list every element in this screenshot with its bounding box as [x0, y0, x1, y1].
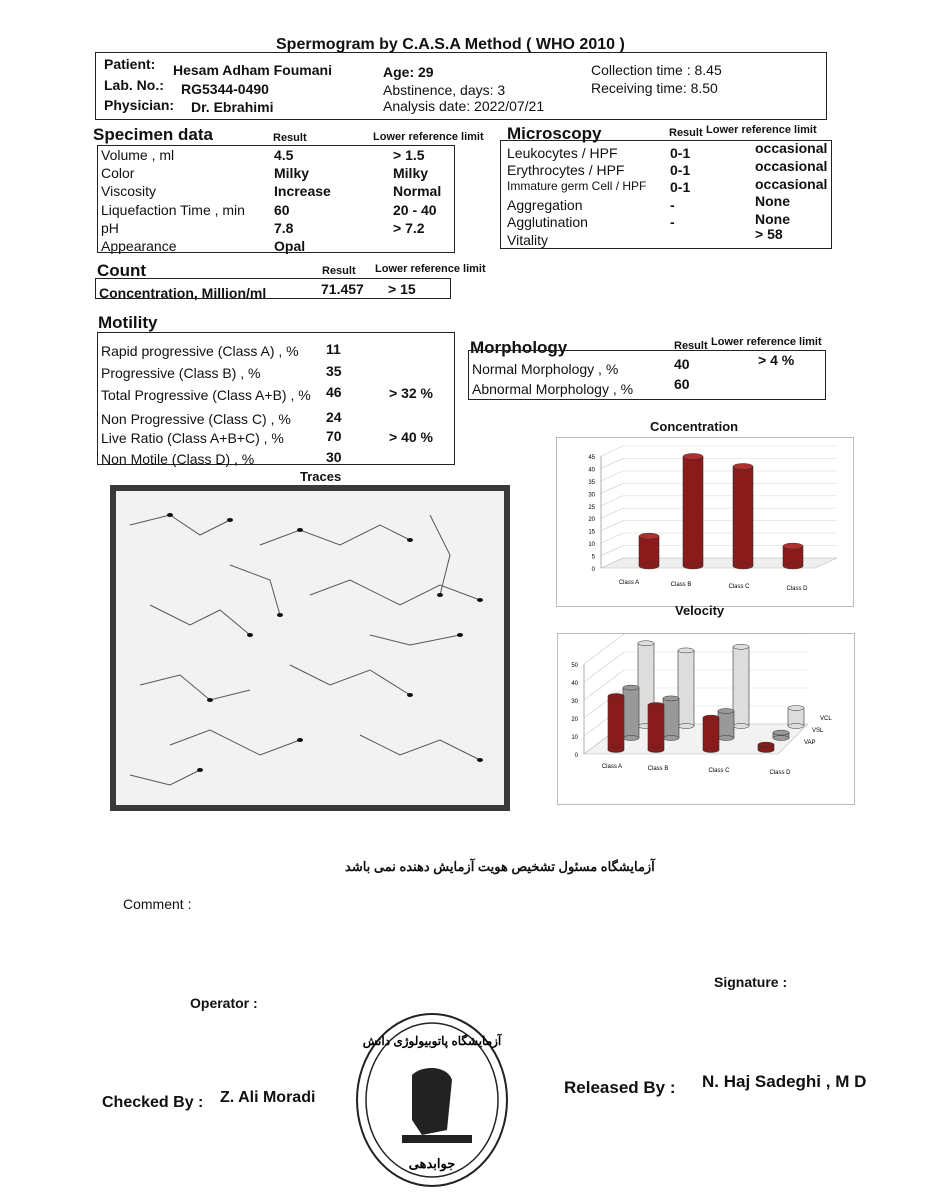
x-tick-label: Class A — [618, 580, 640, 586]
grid-line — [601, 521, 623, 531]
y-tick-label: 20 — [571, 717, 578, 723]
motility-row-label: Total Progressive (Class A+B) , % — [101, 387, 311, 403]
microscopy-row-label: Aggregation — [507, 197, 583, 213]
persian-disclaimer: آزمایشگاه مسئول تشخیص هویت آزمایش دهنده نمی باشد — [345, 859, 655, 874]
specimen-row-result: 4.5 — [274, 147, 294, 163]
bar-base — [678, 724, 694, 729]
microscopy-row-label: Erythrocytes / HPF — [507, 162, 625, 178]
bar-base — [648, 748, 664, 753]
y-tick-label: 35 — [588, 479, 595, 486]
bar-top — [623, 685, 639, 690]
specimen-ref-header: Lower reference limit — [373, 131, 484, 143]
grid-line — [601, 471, 623, 481]
grid-line — [601, 446, 623, 456]
microscopy-row-label: Vitality — [507, 232, 548, 248]
specimen-row-result: Increase — [274, 183, 331, 200]
bar-top — [783, 543, 803, 549]
bar-top — [683, 453, 703, 459]
bar-top — [773, 730, 789, 735]
microscopy-row-result: 0-1 — [670, 145, 691, 161]
morphology-row-label: Abnormal Morphology , % — [472, 381, 634, 397]
concentration-ref: > 15 — [388, 281, 416, 297]
motility-row-label: Rapid progressive (Class A) , % — [101, 343, 299, 359]
bar — [678, 650, 694, 726]
x-tick-label: Class C — [728, 584, 750, 590]
bar-base — [733, 724, 749, 729]
morphology-result-header: Result — [674, 340, 708, 352]
released-by-name: N. Haj Sadeghi , M D — [702, 1072, 867, 1091]
y-tick-label: 10 — [588, 542, 595, 549]
morphology-row-result: 40 — [674, 356, 690, 372]
y-tick-label: 50 — [571, 663, 578, 669]
x-tick-label: Class D — [786, 586, 808, 592]
bar — [703, 718, 719, 750]
y-tick-label: 0 — [591, 567, 595, 573]
released-by-label: Released By : — [564, 1078, 676, 1097]
bar-base — [758, 748, 774, 753]
bar-top — [788, 706, 804, 711]
physician-label: Physician: — [104, 97, 175, 113]
specimen-row-ref: Normal — [393, 183, 442, 200]
x-tick-label: Class A — [601, 764, 623, 770]
x-tick-label: Class C — [708, 768, 730, 774]
bar-base — [623, 736, 639, 741]
bar-base — [733, 563, 753, 569]
bar — [639, 536, 659, 566]
specimen-row-result: Opal — [274, 238, 306, 254]
microscopy-row-ref: > 58 — [755, 226, 783, 242]
bar-base — [773, 736, 789, 741]
sperm-traces-image — [110, 485, 510, 811]
specimen-row-result: 60 — [274, 201, 290, 218]
microscopy-heading: Microscopy — [507, 124, 602, 143]
patient-name: Hesam Adham Foumani — [173, 62, 332, 78]
microscopy-row-label: Agglutination — [507, 214, 588, 230]
bar-base — [683, 563, 703, 569]
y-tick-label: 45 — [588, 455, 595, 461]
grid-line — [601, 533, 623, 543]
y-tick-label: 5 — [591, 554, 595, 561]
bar-base — [783, 563, 803, 569]
bar-top — [608, 694, 624, 699]
bar — [733, 466, 753, 566]
motility-row-result: 35 — [326, 363, 342, 379]
microscopy-row-ref: occasional — [755, 140, 828, 156]
microscopy-row-result: - — [670, 214, 675, 230]
motility-row-ref: > 32 % — [389, 385, 433, 401]
microscopy-row-label: Leukocytes / HPF — [507, 145, 618, 161]
x-tick-label: Class D — [769, 770, 791, 776]
signature-label: Signature : — [714, 974, 788, 990]
abstinence-days: Abstinence, days: 3 — [383, 82, 506, 98]
bar-top — [718, 709, 734, 714]
motility-row-result: 11 — [326, 341, 341, 357]
operator-label: Operator : — [190, 995, 258, 1011]
bar-top — [758, 742, 774, 747]
specimen-row-label: pH — [101, 219, 119, 236]
x-tick-label: Class B — [647, 766, 669, 772]
specimen-row-label: Volume , ml — [101, 147, 175, 163]
traces-title: Traces — [300, 469, 342, 484]
bar-top — [663, 696, 679, 701]
lab-no: RG5344-0490 — [181, 81, 269, 97]
receiving-time: Receiving time: 8.50 — [591, 80, 718, 96]
motility-row-label: Live Ratio (Class A+B+C) , % — [101, 430, 284, 446]
specimen-row-label: Viscosity — [101, 183, 156, 200]
motility-row-label: Progressive (Class B) , % — [101, 365, 261, 381]
legend-series-label: VCL — [820, 716, 832, 722]
legend-series-label: VSL — [812, 728, 824, 734]
analysis-date: Analysis date: 2022/07/21 — [383, 98, 545, 114]
bar — [663, 698, 679, 738]
grid-line — [584, 634, 624, 664]
morphology-row-label: Normal Morphology , % — [472, 361, 619, 377]
motility-row-label: Non Motile (Class D) , % — [101, 451, 255, 467]
velocity-chart — [558, 634, 854, 804]
specimen-result-header: Result — [273, 132, 307, 144]
count-result-header: Result — [322, 265, 356, 277]
grid-line — [601, 546, 623, 556]
patient-label: Patient: — [104, 56, 156, 72]
y-tick-label: 25 — [588, 504, 595, 511]
morphology-heading: Morphology — [470, 338, 568, 357]
grid-line — [601, 458, 623, 468]
bar-top — [678, 648, 694, 653]
y-tick-label: 30 — [588, 492, 595, 499]
microscopy-result-header: Result — [669, 127, 703, 139]
checked-by-name: Z. Ali Moradi — [220, 1089, 316, 1106]
specimen-row-result: Milky — [274, 165, 310, 182]
bar-base — [718, 736, 734, 741]
checked-by-label: Checked By : — [102, 1094, 204, 1111]
concentration-chart-title: Concentration — [650, 419, 739, 434]
microscopy-row-ref: None — [755, 211, 790, 227]
motility-heading: Motility — [98, 313, 158, 332]
morphology-row-ref: > 4 % — [758, 352, 795, 368]
velocity-chart-title: Velocity — [675, 603, 725, 618]
bar-top — [648, 703, 664, 708]
specimen-heading: Specimen data — [93, 125, 213, 144]
bar-base — [639, 563, 659, 569]
microscopy-ref-header: Lower reference limit — [706, 124, 817, 136]
grid-line — [601, 508, 623, 518]
bar-base — [663, 736, 679, 741]
bar — [733, 647, 749, 726]
bar-base — [788, 724, 804, 729]
y-tick-label: 15 — [588, 529, 595, 536]
bar — [683, 456, 703, 566]
concentration-chart — [557, 438, 853, 606]
specimen-row-label: Appearance — [101, 238, 177, 254]
concentration-result: 71.457 — [321, 281, 364, 297]
microscopy-row-label: Immature germ Cell / HPF — [507, 179, 647, 193]
y-tick-label: 10 — [571, 735, 578, 741]
specimen-row-ref: > 1.5 — [393, 147, 425, 163]
motility-row-result: 24 — [326, 409, 342, 425]
microscopy-row-result: - — [670, 197, 675, 213]
y-tick-label: 40 — [571, 681, 578, 687]
grid-line — [584, 652, 624, 682]
microscopy-row-ref: occasional — [755, 176, 828, 192]
bar-top — [703, 715, 719, 720]
grid-line — [601, 483, 623, 493]
specimen-row-ref: Milky — [393, 165, 429, 182]
bar-top — [639, 533, 659, 539]
x-tick-label: Class B — [670, 582, 692, 588]
bar — [623, 688, 639, 738]
lab-no-label: Lab. No.: — [104, 77, 164, 93]
bar-top — [733, 644, 749, 649]
microscopy-row-result: 0-1 — [670, 179, 691, 195]
bar — [648, 705, 664, 750]
collection-time: Collection time : 8.45 — [591, 62, 722, 78]
count-heading: Count — [97, 261, 147, 280]
specimen-row-ref: 20 - 40 — [393, 201, 437, 218]
microscopy-row-result: 0-1 — [670, 162, 691, 178]
microscopy-row-ref: occasional — [755, 158, 828, 174]
report-title: Spermogram by C.A.S.A Method ( WHO 2010 ) — [276, 36, 625, 53]
morphology-ref-header: Lower reference limit — [711, 336, 822, 348]
concentration-chart-frame — [556, 437, 854, 607]
motility-row-result: 30 — [326, 449, 342, 465]
specimen-row-result: 7.8 — [274, 219, 294, 236]
bar — [608, 696, 624, 750]
bar-top — [733, 463, 753, 469]
velocity-chart-frame — [557, 633, 855, 805]
concentration-label: Concentration, Million/ml — [99, 285, 267, 301]
motility-row-ref: > 40 % — [389, 429, 433, 445]
grid-line — [601, 496, 623, 506]
stamp-top-text: آزمایشگاه پاتوبیولوژی دانش — [362, 1034, 502, 1048]
physician-name: Dr. Ebrahimi — [191, 99, 274, 115]
motility-row-label: Non Progressive (Class C) , % — [101, 411, 291, 427]
bar — [718, 711, 734, 738]
lab-stamp — [352, 1010, 512, 1190]
bar-base — [703, 748, 719, 753]
patient-age: Age: 29 — [383, 64, 434, 80]
specimen-row-ref: > 7.2 — [393, 219, 425, 236]
y-tick-label: 40 — [588, 467, 595, 474]
legend-series-label: VAP — [804, 740, 816, 746]
y-tick-label: 0 — [574, 753, 578, 759]
motility-row-result: 70 — [326, 428, 342, 444]
bar-base — [608, 748, 624, 753]
stamp-bottom-text: جوابدهی — [408, 1156, 456, 1171]
specimen-row-label: Liquefaction Time , min — [101, 201, 245, 218]
y-tick-label: 20 — [588, 517, 595, 524]
microscopy-row-ref: None — [755, 193, 790, 209]
specimen-row-label: Color — [101, 165, 135, 182]
comment-label: Comment : — [123, 896, 192, 912]
y-tick-label: 30 — [571, 699, 578, 705]
motility-row-result: 46 — [326, 384, 342, 400]
bar-top — [638, 641, 654, 646]
morphology-row-result: 60 — [674, 376, 690, 392]
count-ref-header: Lower reference limit — [375, 263, 486, 275]
